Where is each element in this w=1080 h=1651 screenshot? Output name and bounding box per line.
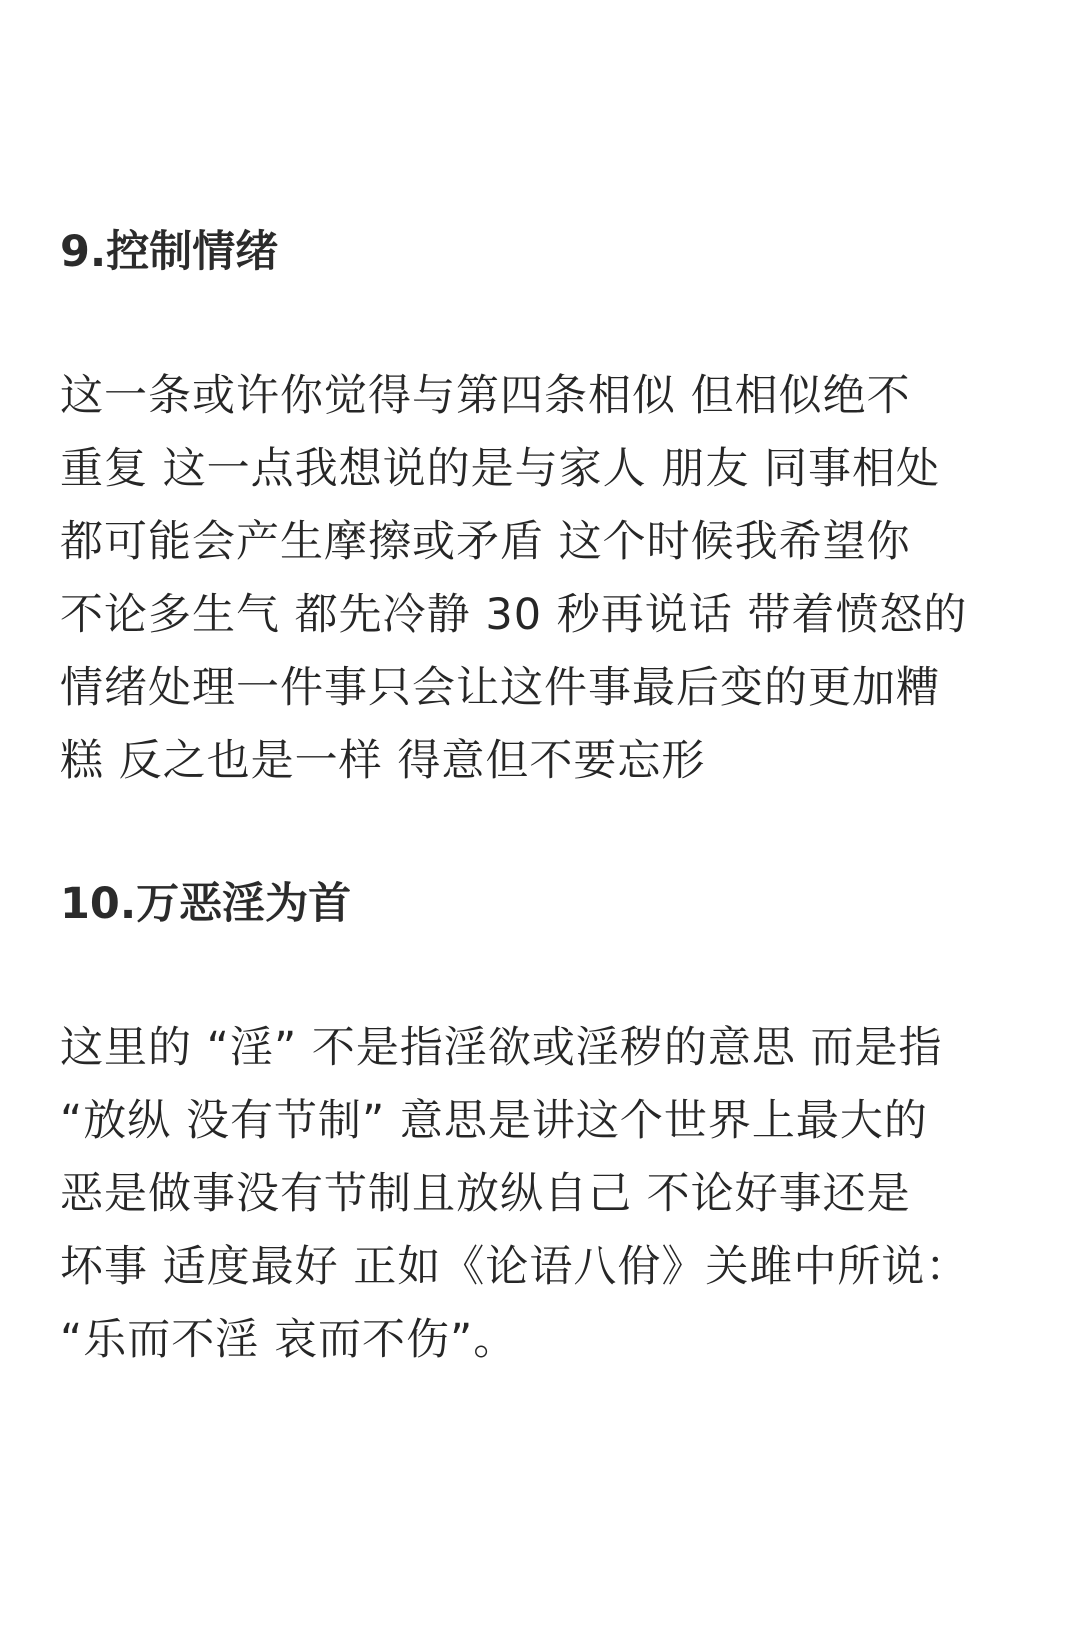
paragraph-line: “乐而不淫 哀而不伤”。: [60, 1315, 518, 1365]
paragraph-line: 恶是做事没有节制且放纵自己 不论好事还是: [60, 1169, 911, 1219]
paragraph-line: 不论多生气 都先冷静 30 秒再说话 带着愤怒的: [60, 590, 968, 640]
paragraph-line: “放纵 没有节制” 意思是讲这个世界上最大的: [60, 1096, 928, 1146]
paragraph-line: 这一条或许你觉得与第四条相似 但相似绝不: [60, 371, 911, 421]
paragraph-line: 情绪处理一件事只会让这件事最后变的更加糟: [60, 663, 940, 713]
paragraph-line: 都可能会产生摩擦或矛盾 这个时候我希望你: [60, 517, 911, 567]
section-heading-lust-evil: 10.万恶淫为首: [60, 879, 352, 929]
paragraph-line: 重复 这一点我想说的是与家人 朋友 同事相处: [60, 444, 941, 494]
section-paragraph-control-emotions: [60, 360, 1020, 798]
section-heading-control-emotions: 9.控制情绪: [60, 227, 279, 277]
paragraph-line: 糕 反之也是一样 得意但不要忘形: [60, 736, 706, 786]
paragraph-line: 这里的 “淫” 不是指淫欲或淫秽的意思 而是指: [60, 1023, 943, 1073]
section-paragraph-lust-evil: [60, 1012, 1020, 1377]
paragraph-line: 坏事 适度最好 正如《论语八佾》关雎中所说：: [60, 1242, 970, 1292]
